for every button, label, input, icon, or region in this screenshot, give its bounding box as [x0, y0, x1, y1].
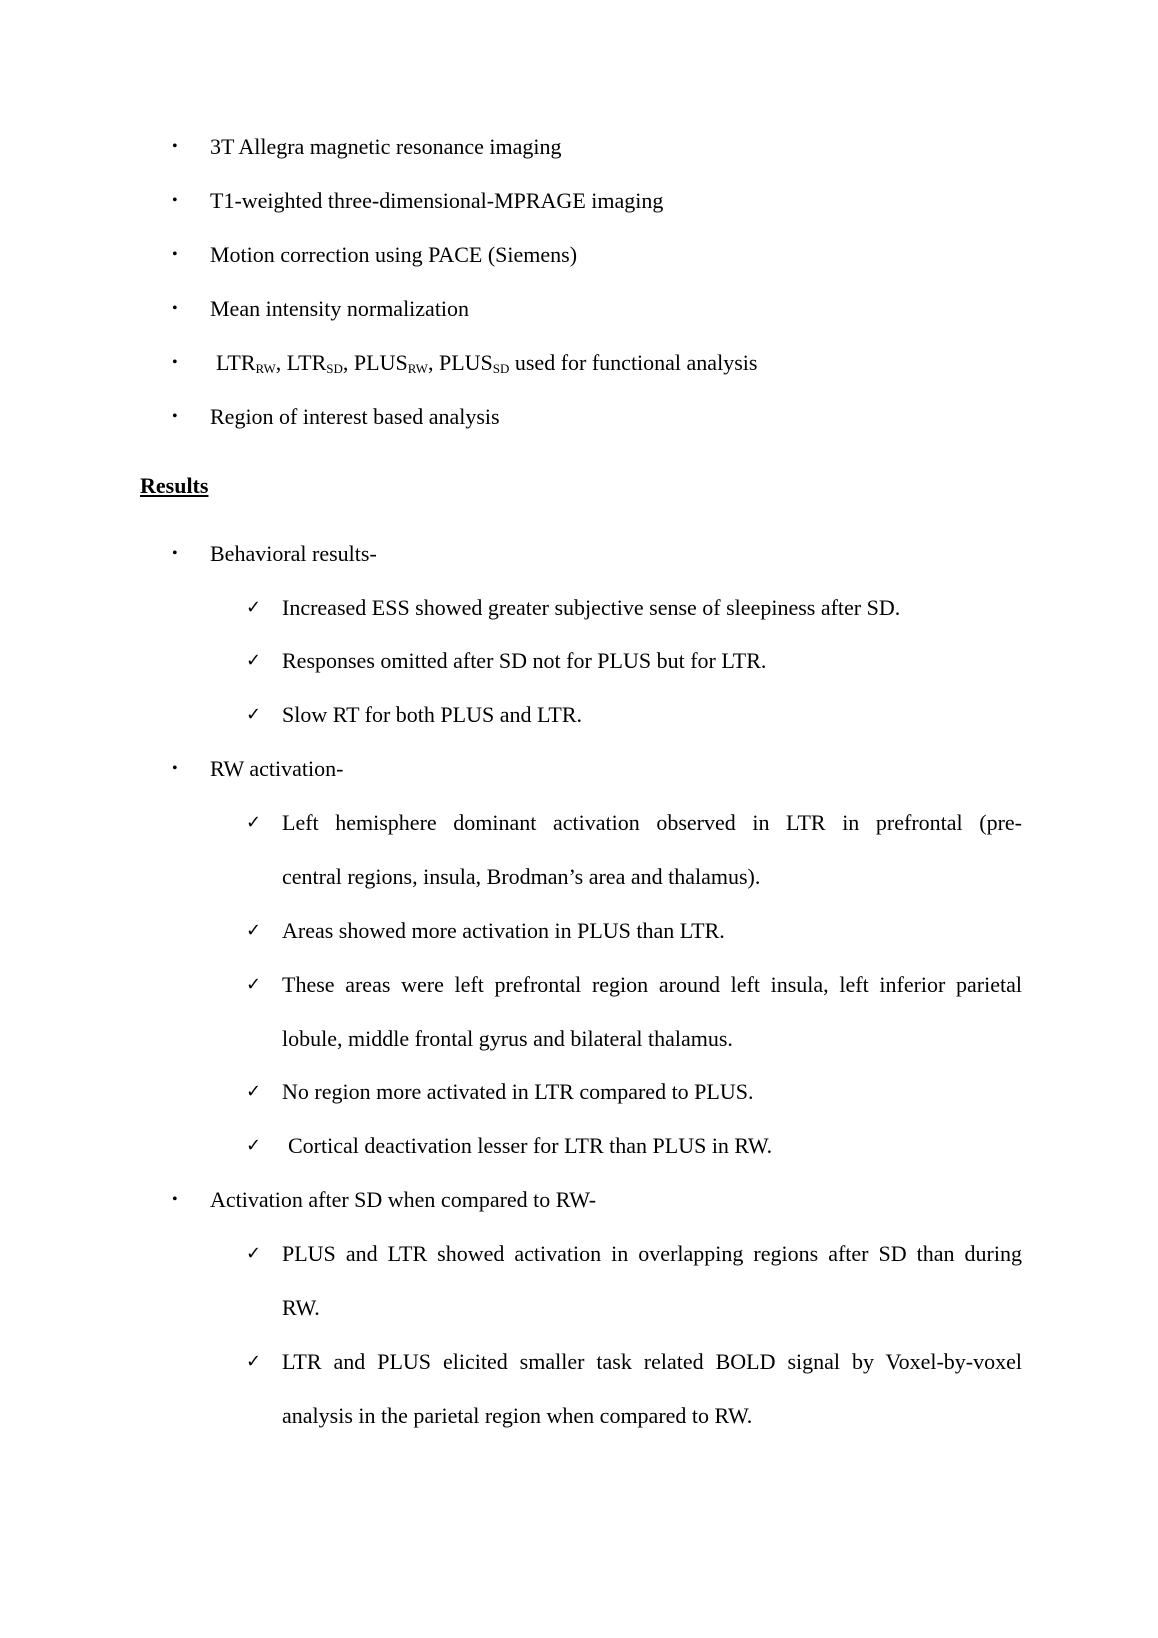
bullet-icon: • [172, 545, 178, 562]
checkmark-icon: ✓ [246, 920, 262, 941]
bullet-icon: • [172, 760, 178, 777]
checkmark-icon: ✓ [246, 597, 262, 618]
bullet-icon: • [172, 300, 178, 317]
method-bullet-3: Motion correction using PACE (Siemens) [210, 242, 578, 267]
roi-bullet: Region of interest based analysis [210, 404, 500, 429]
checkmark-icon: ✓ [246, 1351, 262, 1372]
behavioral-item-2: Responses omitted after SD not for PLUS but for LTR. [282, 648, 767, 673]
checkmark-icon: ✓ [246, 1081, 262, 1102]
sd-item-2-line-2: analysis in the parietal region when compared to RW. [282, 1403, 753, 1428]
bullet-icon: • [172, 138, 178, 155]
checkmark-icon: ✓ [246, 704, 262, 725]
rw-item-3-line-1: These areas were left prefrontal region around left insula, left inferior parietal [282, 972, 1022, 997]
ltr-plus-bullet: $LTR_{RW}$, $LTR_{SD}$, $PLUS_{RW}$, $PLUS_{SD}$ used for functional analysis [216, 350, 758, 376]
sd-item-2-line-1: LTR and PLUS elicited smaller task related BOLD signal by Voxel-by-voxel [282, 1349, 1022, 1374]
method-bullet-2: T1-weighted three-dimensional-MPRAGE imaging [210, 188, 664, 213]
method-bullet-4: Mean intensity normalization [210, 296, 470, 321]
rw-item-2: Areas showed more activation in PLUS than LTR. [282, 918, 725, 943]
bullet-icon: • [172, 1191, 178, 1208]
method-bullet-1: 3T Allegra magnetic resonance imaging [210, 134, 562, 159]
checkmark-icon: ✓ [246, 974, 262, 995]
rw-item-4: No region more activated in LTR compared to PLUS. [282, 1079, 754, 1104]
checkmark-icon: ✓ [246, 1135, 262, 1156]
rw-item-1-line-1: Left hemisphere dominant activation observed in LTR in prefrontal (pre- [282, 810, 1022, 835]
rw-item-3-line-2: lobule, middle frontal gyrus and bilateral thalamus. [282, 1026, 733, 1051]
bullet-icon: • [172, 408, 178, 425]
behavioral-item-3: Slow RT for both PLUS and LTR. [282, 702, 582, 727]
sd-activation-title: Activation after SD when compared to RW- [210, 1187, 597, 1212]
bullet-icon: • [172, 192, 178, 209]
behavioral-item-1: Increased ESS showed greater subjective sense of sleepiness after SD. [282, 595, 901, 620]
sd-item-1-line-2: RW. [282, 1295, 320, 1320]
checkmark-icon: ✓ [246, 650, 262, 671]
checkmark-icon: ✓ [246, 1243, 262, 1264]
sd-item-1-line-1: PLUS and LTR showed activation in overlapping regions after SD than during [282, 1241, 1022, 1266]
rw-item-1-line-2: central regions, insula, Brodman’s area and thalamus). [282, 864, 761, 889]
rw-item-5: Cortical deactivation lesser for LTR than PLUS in RW. [288, 1133, 773, 1158]
behavioral-results-title: Behavioral results- [210, 541, 377, 566]
bullet-icon: • [172, 246, 178, 263]
rw-activation-title: RW activation- [210, 756, 344, 781]
checkmark-icon: ✓ [246, 812, 262, 833]
bullet-icon: • [172, 354, 178, 371]
results-heading: Results [140, 473, 209, 498]
